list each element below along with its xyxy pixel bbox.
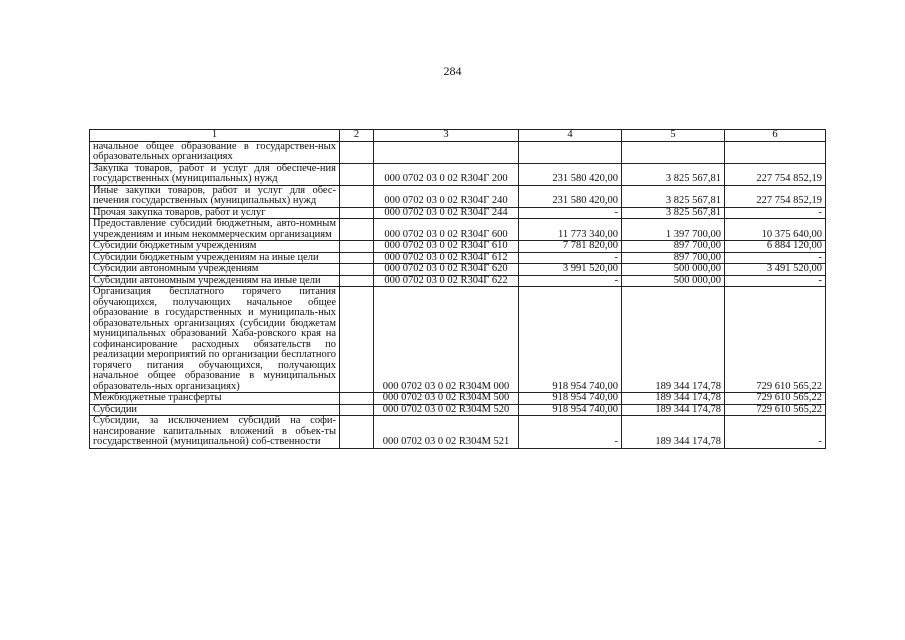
- row-executed: 189 344 174,78: [622, 393, 725, 405]
- row-code: 000 0702 03 0 02 R304Г 244: [374, 207, 519, 219]
- row-col2: [340, 207, 374, 219]
- table-row: [90, 207, 826, 219]
- row-code: 000 0702 03 0 02 R304Г 600: [374, 219, 519, 241]
- row-col2: [340, 393, 374, 405]
- row-executed: 3 825 567,81: [622, 163, 725, 185]
- row-unexecuted: -: [725, 275, 826, 287]
- row-executed: 189 344 174,78: [622, 416, 725, 449]
- row-col2: [340, 404, 374, 416]
- row-executed: 189 344 174,78: [622, 287, 725, 393]
- row-plan: -: [519, 416, 622, 449]
- row-code: 000 0702 03 0 02 R304Г 610: [374, 241, 519, 253]
- row-plan: 918 954 740,00: [519, 287, 622, 393]
- row-executed: 189 344 174,78: [622, 404, 725, 416]
- row-code: [374, 141, 519, 163]
- budget-table: [89, 129, 826, 449]
- row-col2: [340, 163, 374, 185]
- row-unexecuted: [725, 141, 826, 163]
- row-unexecuted: 729 610 565,22: [725, 393, 826, 405]
- row-col2: [340, 185, 374, 207]
- table-row: [90, 275, 826, 287]
- row-unexecuted: 227 754 852,19: [725, 163, 826, 185]
- table-row: [90, 185, 826, 207]
- row-unexecuted: 10 375 640,00: [725, 219, 826, 241]
- row-code: 000 0702 03 0 02 R304M 000: [374, 287, 519, 393]
- row-name: Субсидии автономным учреждениям на иные цели: [90, 275, 340, 287]
- table-row: [90, 241, 826, 253]
- row-plan: 7 781 820,00: [519, 241, 622, 253]
- column-header-6: 6: [725, 130, 826, 142]
- row-name: Субсидии бюджетным учреждениям: [90, 241, 340, 253]
- row-plan: 3 991 520,00: [519, 264, 622, 276]
- row-plan: 918 954 740,00: [519, 393, 622, 405]
- table-row: [90, 393, 826, 405]
- row-code: 000 0702 03 0 02 R304Г 612: [374, 252, 519, 264]
- row-unexecuted: 6 884 120,00: [725, 241, 826, 253]
- row-unexecuted: -: [725, 252, 826, 264]
- row-plan: 11 773 340,00: [519, 219, 622, 241]
- row-executed: 897 700,00: [622, 241, 725, 253]
- column-header-3: 3: [374, 130, 519, 142]
- row-plan: [519, 141, 622, 163]
- column-header-2: 2: [340, 130, 374, 142]
- page-number: 284: [443, 64, 462, 78]
- table-row: [90, 404, 826, 416]
- row-code: 000 0702 03 0 02 R304Г 200: [374, 163, 519, 185]
- row-code: 000 0702 03 0 02 R304Г 240: [374, 185, 519, 207]
- row-plan: 918 954 740,00: [519, 404, 622, 416]
- row-name: Межбюджетные трансферты: [90, 393, 340, 405]
- column-header-4: 4: [519, 130, 622, 142]
- row-plan: 231 580 420,00: [519, 185, 622, 207]
- row-col2: [340, 264, 374, 276]
- row-name: Иные закупки товаров, работ и услуг для обес-печения государственных (муниципальных) нужд: [90, 185, 340, 207]
- row-unexecuted: 729 610 565,22: [725, 404, 826, 416]
- row-unexecuted: 227 754 852,19: [725, 185, 826, 207]
- row-executed: 3 825 567,81: [622, 207, 725, 219]
- row-col2: [340, 275, 374, 287]
- row-code: 000 0702 03 0 02 R304M 521: [374, 416, 519, 449]
- row-code: 000 0702 03 0 02 R304M 520: [374, 404, 519, 416]
- table-row: [90, 287, 826, 393]
- row-name: Прочая закупка товаров, работ и услуг: [90, 207, 340, 219]
- row-executed: 1 397 700,00: [622, 219, 725, 241]
- row-code: 000 0702 03 0 02 R304Г 620: [374, 264, 519, 276]
- row-executed: 500 000,00: [622, 264, 725, 276]
- row-name: Субсидии бюджетным учреждениям на иные цели: [90, 252, 340, 264]
- row-name: Субсидии, за исключением субсидий на софи-нансирование капитальных вложений в объек-ты государственной (муниципальной) соб-ственности: [90, 416, 340, 449]
- row-plan: 231 580 420,00: [519, 163, 622, 185]
- row-executed: 3 825 567,81: [622, 185, 725, 207]
- table-header-row: [90, 130, 826, 142]
- table-row: [90, 219, 826, 241]
- row-col2: [340, 241, 374, 253]
- row-plan: -: [519, 275, 622, 287]
- row-plan: -: [519, 207, 622, 219]
- row-code: 000 0702 03 0 02 R304Г 622: [374, 275, 519, 287]
- table-row: [90, 252, 826, 264]
- row-name: Организация бесплатного горячего питания обучающихся, получающих начальное общее образование в государственных и муниципаль-ных образовательных организациях (субсидии бюджетам муниципальных образований Хаба-ровского края на софинансирование расходных обязательств по реализации мероприятий по организации бесплатного горячего питания обучающихся, получающих начальное общее образование в муниципальных образователь-ных организациях): [90, 287, 340, 393]
- row-unexecuted: 3 491 520,00: [725, 264, 826, 276]
- row-code: 000 0702 03 0 02 R304M 500: [374, 393, 519, 405]
- column-header-5: 5: [622, 130, 725, 142]
- column-header-1: 1: [90, 130, 340, 142]
- table-row: [90, 163, 826, 185]
- row-col2: [340, 141, 374, 163]
- row-name: начальное общее образование в государствен-ных образовательных организациях: [90, 141, 340, 163]
- row-unexecuted: -: [725, 416, 826, 449]
- table-row: [90, 141, 826, 163]
- row-unexecuted: 729 610 565,22: [725, 287, 826, 393]
- row-unexecuted: -: [725, 207, 826, 219]
- row-plan: -: [519, 252, 622, 264]
- row-name: Предоставление субсидий бюджетным, авто-номным учреждениям и иным некоммерческим организациям: [90, 219, 340, 241]
- table-row: [90, 264, 826, 276]
- row-executed: 500 000,00: [622, 275, 725, 287]
- row-col2: [340, 416, 374, 449]
- table-row: [90, 416, 826, 449]
- row-name: Закупка товаров, работ и услуг для обеспече-ния государственных (муниципальных) нужд: [90, 163, 340, 185]
- row-col2: [340, 252, 374, 264]
- row-executed: [622, 141, 725, 163]
- row-name: Субсидии автономным учреждениям: [90, 264, 340, 276]
- row-col2: [340, 287, 374, 393]
- row-executed: 897 700,00: [622, 252, 725, 264]
- row-col2: [340, 219, 374, 241]
- row-name: Субсидии: [90, 404, 340, 416]
